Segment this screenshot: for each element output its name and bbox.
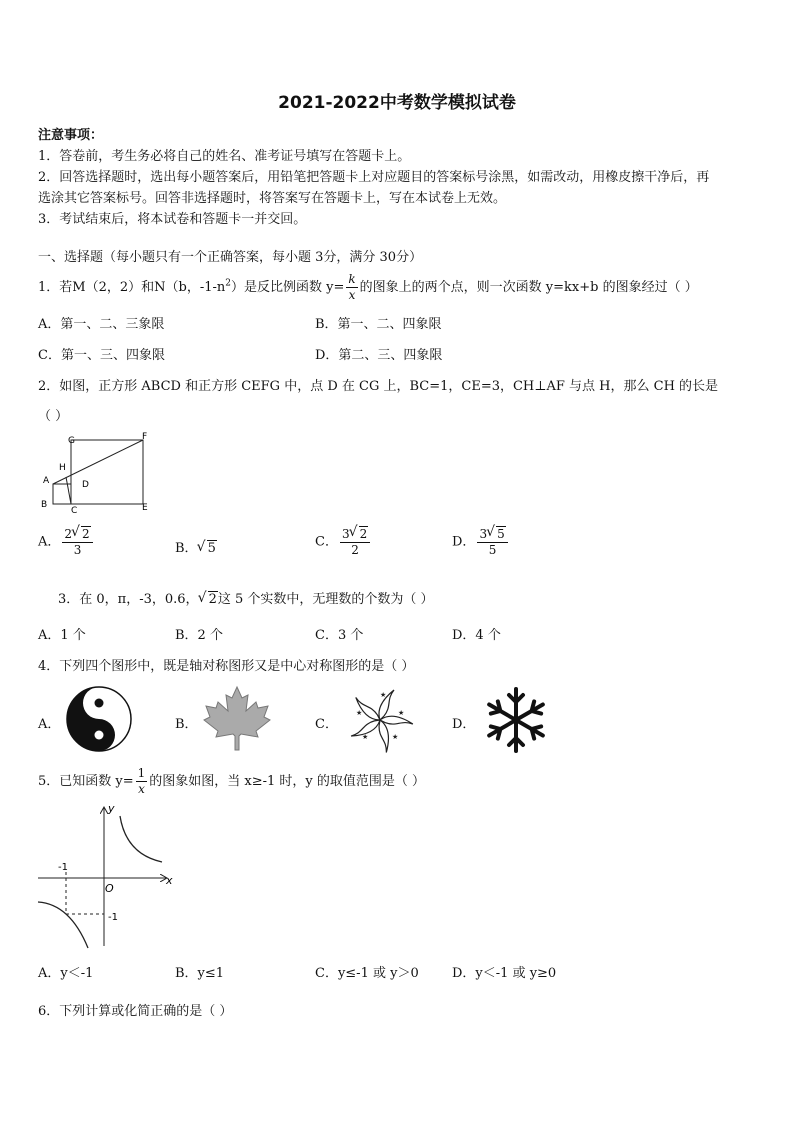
curve-branch-1 [120, 816, 162, 862]
svg-text:★: ★ [362, 733, 369, 741]
label-c: C [71, 506, 78, 514]
tick-x-neg1: -1 [58, 862, 68, 873]
q4-option-c: C． [315, 717, 338, 732]
question-2-paren: （ ） [38, 409, 69, 424]
svg-text:★: ★ [398, 709, 405, 717]
q2-option-b: B．√ 5 [175, 537, 217, 556]
q5-option-c: C．y≤-1 或 y＞0 [315, 966, 419, 981]
page-title: 2021-2022中考数学模拟试卷 [278, 93, 516, 113]
curve-branch-3 [38, 902, 88, 948]
q3-option-a: A．1 个 [38, 628, 86, 643]
question-3-stem: 3．在 0，π，-3，0.6，√ 2这 5 个实数中，无理数的个数为（ ） [58, 588, 434, 607]
q1-option-d: D．第二、三、四象限 [315, 348, 443, 363]
q1-option-c: C．第一、三、四象限 [38, 348, 165, 363]
svg-text:★: ★ [356, 709, 363, 717]
svg-text:★: ★ [392, 733, 399, 741]
label-h: H [59, 463, 66, 473]
question-5-stem: 5．已知函数 y= $\frac{1}{x}$ 的图象如图，当 x≥-1 时，y 的取值范围是（ ） [38, 766, 426, 796]
q4-option-d: D． [452, 717, 476, 732]
bauhinia-flower-icon [340, 683, 420, 755]
maple-leaf-icon [200, 684, 274, 754]
tick-y-neg1: -1 [108, 912, 118, 923]
notice-heading: 注意事项： [38, 128, 104, 143]
label-f: F [142, 432, 148, 442]
q5-option-b: B．y≤1 [175, 966, 225, 981]
q4-option-a: A． [38, 717, 61, 732]
svg-text:★: ★ [380, 691, 387, 699]
notice-line-2b: 选涂其它答案标号。回答非选择题时，将答案写在答题卡上，写在本试卷上无效。 [38, 191, 507, 206]
y-axis-label: y [108, 802, 115, 815]
label-g: G [68, 436, 75, 446]
question-4-stem: 4．下列四个图形中，既是轴对称图形又是中心对称图形的是（ ） [38, 659, 415, 674]
origin-label: O [105, 882, 114, 895]
segment-ch [66, 477, 71, 504]
q2-option-d: D． $\frac{3√ 5}{5}$ [452, 527, 510, 558]
q5-graph [36, 802, 178, 950]
q1-option-a: A．第一、二、三象限 [38, 317, 165, 332]
snowflake-icon [480, 684, 552, 756]
q5-option-a: A．y＜-1 [38, 966, 94, 981]
section-heading: 一、选择题（每小题只有一个正确答案，每小题 3分，满分 30分） [38, 250, 423, 265]
q3-option-d: D．4 个 [452, 628, 501, 643]
notice-line-3: 3．考试结束后，将本试卷和答题卡一并交回。 [38, 212, 307, 227]
q2-option-c: C． $\frac{3√ 2}{2}$ [315, 527, 372, 558]
x-axis-label: x [166, 874, 173, 887]
q3-option-c: C．3 个 [315, 628, 364, 643]
square-cefg [71, 440, 143, 504]
label-b: B [41, 500, 48, 510]
q2-figure [38, 430, 158, 514]
notice-line-1: 1．答卷前，考生务必将自己的姓名、准考证号填写在答题卡上。 [38, 149, 411, 164]
q3-option-b: B．2 个 [175, 628, 223, 643]
q1-option-b: B．第一、二、四象限 [315, 317, 442, 332]
notice-line-2a: 2．回答选择题时，选出每小题答案后，用铅笔把答题卡上对应题目的答案标号涂黑，如需改动，用橡皮擦干净后，再 [38, 170, 710, 185]
q5-option-d: D．y＜-1 或 y≥0 [452, 966, 557, 981]
label-e: E [142, 503, 148, 513]
q4-option-b: B． [175, 717, 198, 732]
question-6-stem: 6．下列计算或化简正确的是（ ） [38, 1004, 233, 1019]
label-a: A [43, 476, 50, 486]
question-2-stem: 2．如图，正方形 ABCD 和正方形 CEFG 中，点 D 在 CG 上，BC=1，CE=3，CH⊥AF 与点 H，那么 CH 的长是 [38, 379, 719, 394]
label-d: D [82, 480, 89, 490]
question-1-stem: 1．若M（2，2）和N（b，$-1-n^2$）是反比例函数 y= $\frac{k}{x}$ 的图象上的两个点，则一次函数 y=kx+b 的图象经过（ ） [38, 272, 698, 302]
yin-yang-icon [63, 684, 135, 754]
q2-option-a: A． $\frac{2√ 2}{3}$ [38, 527, 95, 558]
